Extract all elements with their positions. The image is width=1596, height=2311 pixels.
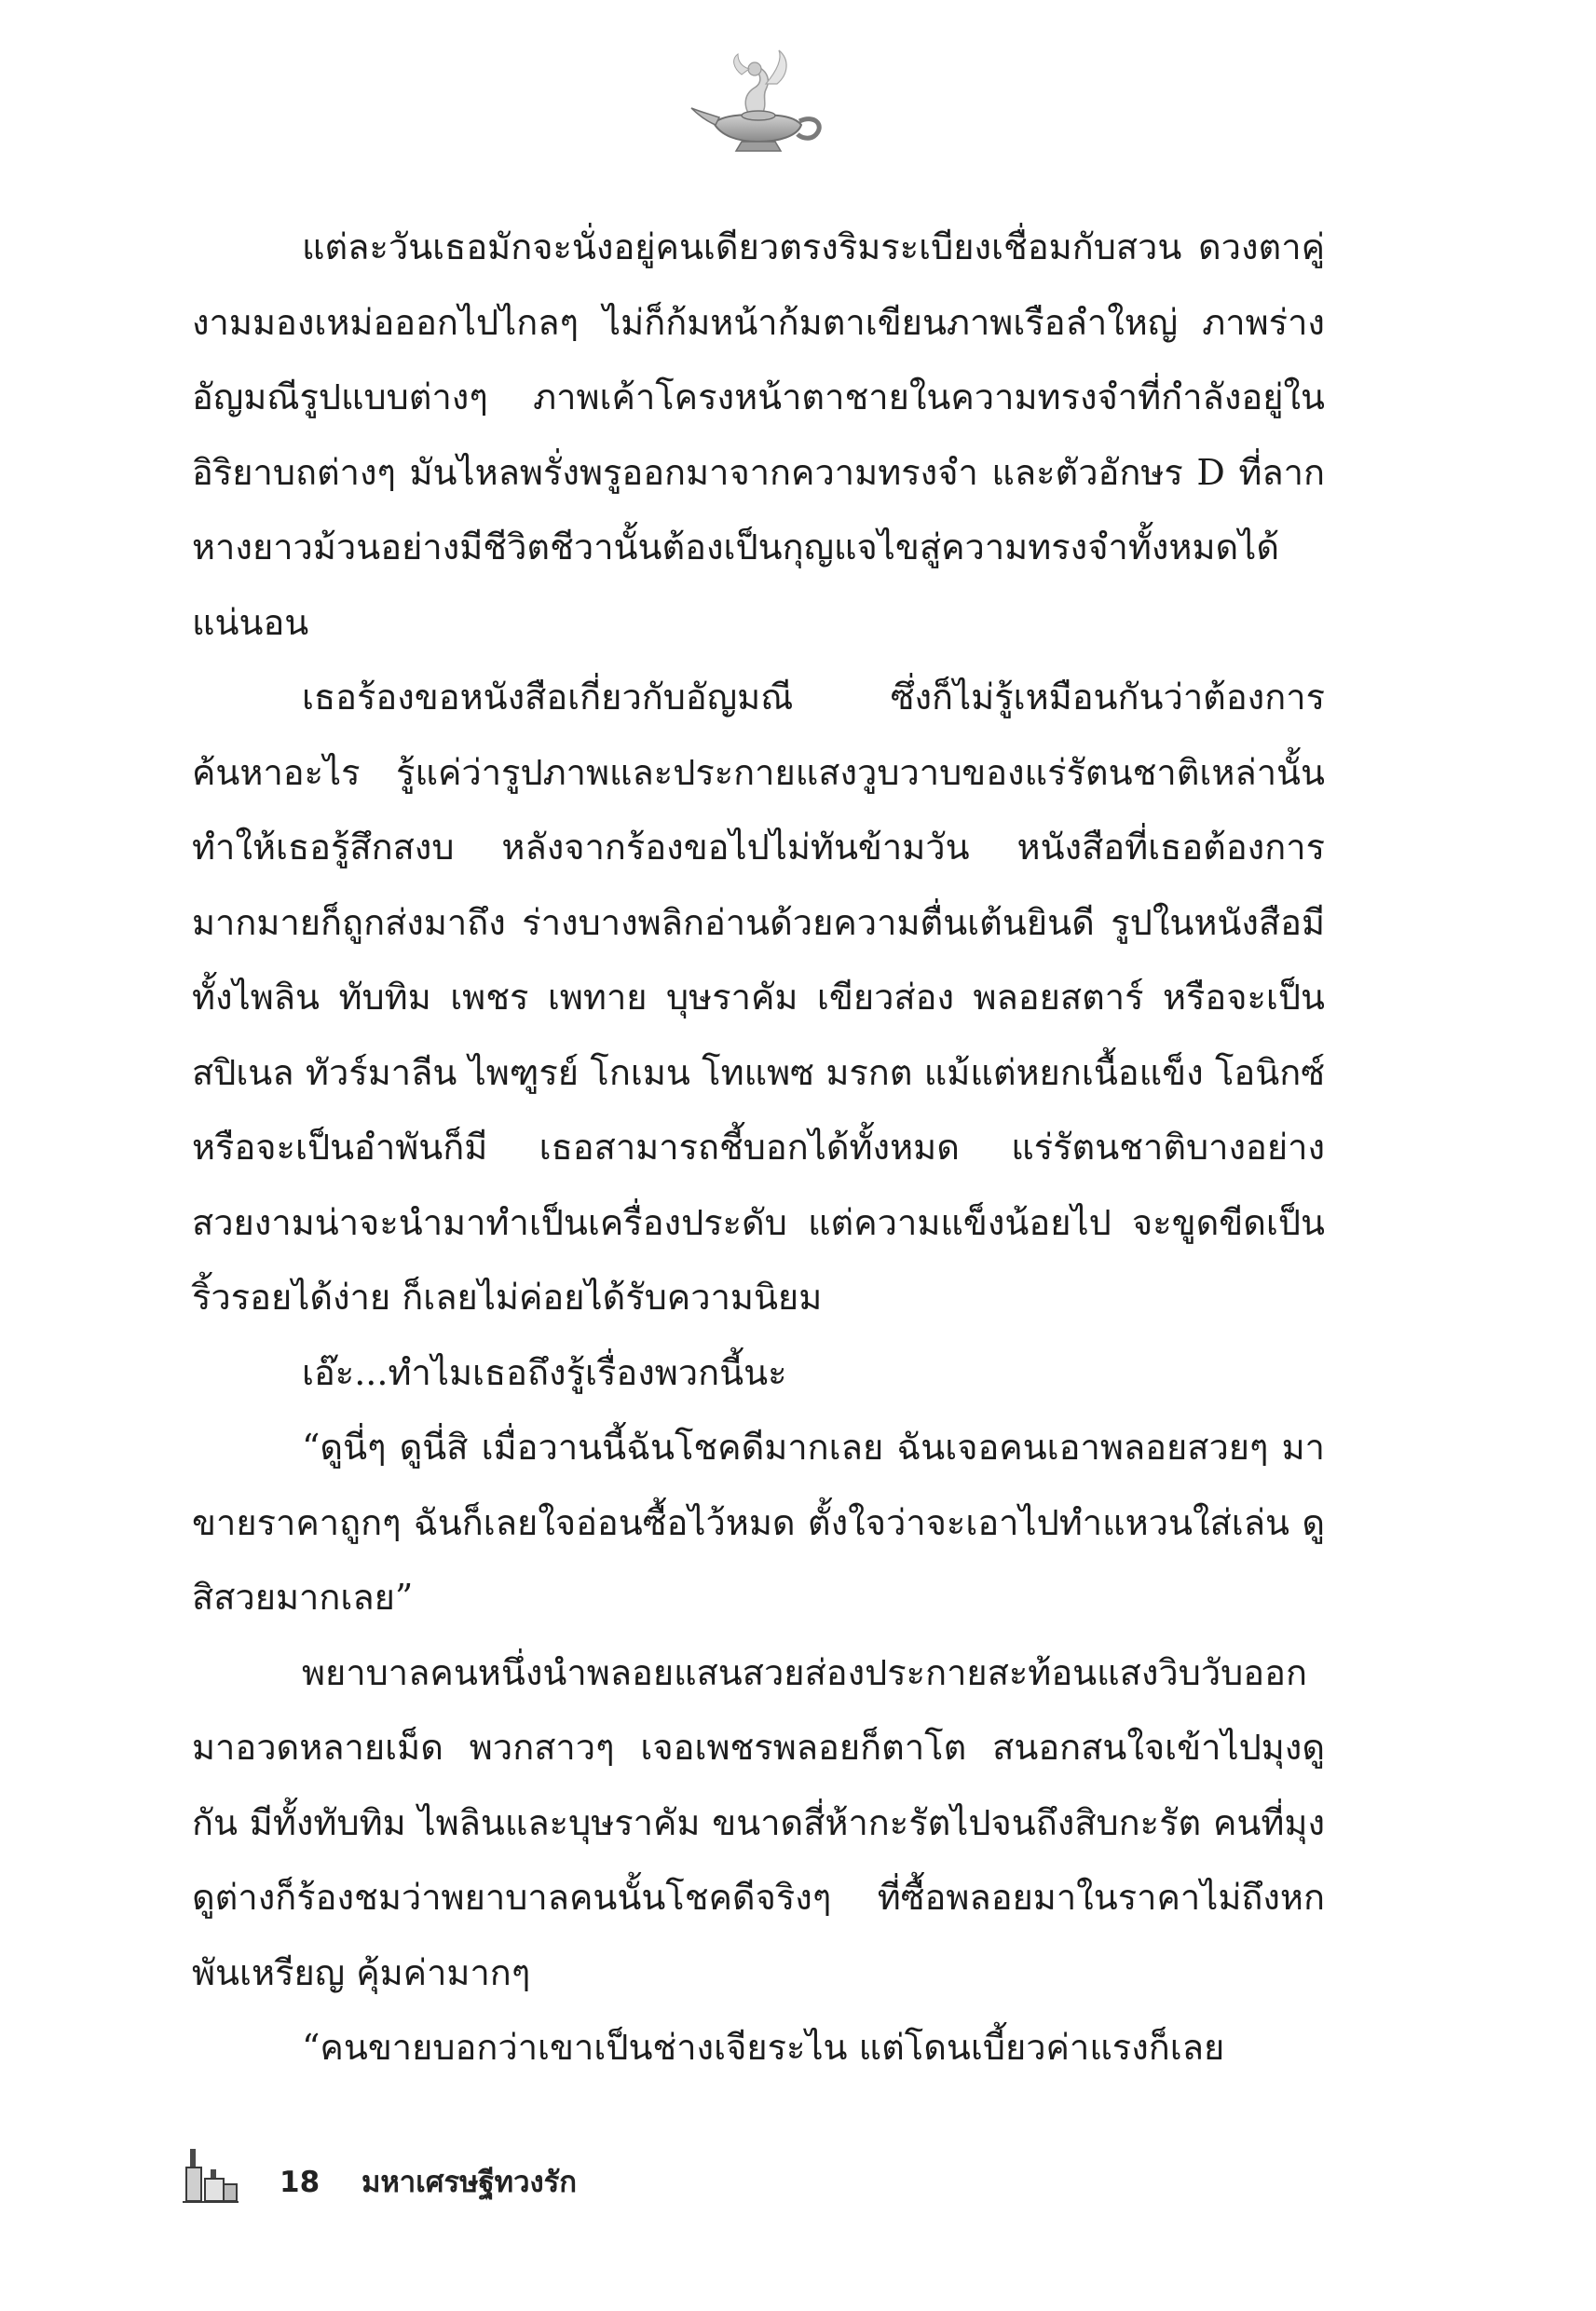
book-title: มหาเศรษฐีทวงรัก	[361, 2166, 578, 2199]
page-number: 18	[280, 2166, 321, 2199]
page-footer	[183, 2149, 1021, 2205]
paragraph: “คนขายบอกว่าเขาเป็นช่างเจียระไน แต่โดนเบี้ยวค่าแรงก็เลย	[302, 2027, 1225, 2068]
perfume-bottles-icon	[183, 2149, 239, 2205]
paragraph: เธอร้องขอหนังสือเกี่ยวกับอัญมณี ซึ่งก็ไม่รู้เหมือนกันว่าต้องการค้นหาอะไร รู้แค่ว่ารูปภาพและประกายแสงวูบวาบของแร่รัตนชาติเหล่านั้นทำให้เธอรู้สึกสงบ หลังจากร้องขอไปไม่ทันข้ามวัน หนังสือที่เธอต้องการมากมายก็ถูกส่งมาถึง ร่างบางพลิกอ่านด้วยความตื่นเต้นยินดี รูปในหนังสือมีทั้งไพลิน ทับทิม เพชร เพทาย บุษราคัม เขียวส่อง พลอยสตาร์ หรือจะเป็นสปิเนล ทัวร์มาลีน ไพฑูรย์ โกเมน โทแพซ มรกต แม้แต่หยกเนื้อแข็ง โอนิกซ์ หรือจะเป็นอำพันก็มี เธอสามารถชี้บอกได้ทั้งหมด แร่รัตนชาติบางอย่างสวยงามน่าจะนำมาทำเป็นเครื่องประดับ แต่ความแข็งน้อยไป จะขูดขีดเป็นริ้วรอยได้ง่าย ก็เลยไม่ค่อยได้รับความนิยม	[192, 677, 1325, 1318]
paragraph: พยาบาลคนหนึ่งนำพลอยแสนสวยส่องประกายสะท้อนแสงวิบวับออกมาอวดหลายเม็ด พวกสาวๆ เจอเพชรพลอยก็ตาโต สนอกสนใจเข้าไปมุงดูกัน มีทั้งทับทิม ไพลินและบุษราคัม ขนาดสี่ห้ากะรัตไปจนถึงสิบกะรัต คนที่มุงดูต่างก็ร้องชมว่าพยาบาลคนนั้นโชคดีจริงๆ ที่ซื้อพลอยมาในราคาไม่ถึงหกพันเหรียญ คุ้มค่ามากๆ	[192, 1651, 1325, 1993]
body-text	[192, 210, 1325, 2085]
genie-lamp-icon	[686, 47, 835, 158]
paragraph: เอ๊ะ...ทำไมเธอถึงรู้เรื่องพวกนี้นะ	[302, 1351, 787, 1393]
footer-text	[280, 2158, 577, 2205]
paragraph: “ดูนี่ๆ ดูนี่สิ เมื่อวานนี้ฉันโชคดีมากเลย ฉันเจอคนเอาพลอยสวยๆ มาขายราคาถูกๆ ฉันก็เลยใจอ่อนซื้อไว้หมด ตั้งใจว่าจะเอาไปทำแหวนใส่เล่น ดูสิสวยมากเลย”	[192, 1427, 1325, 1618]
paragraph: แต่ละวันเธอมักจะนั่งอยู่คนเดียวตรงริมระเบียงเชื่อมกับสวน ดวงตาคู่งามมองเหม่อออกไปไกลๆ ไม่ก็ก้มหน้าก้มตาเขียนภาพเรือลำใหญ่ ภาพร่างอัญมณีรูปแบบต่างๆ ภาพเค้าโครงหน้าตาชายในความทรงจำที่กำลังอยู่ในอิริยาบถต่างๆ มันไหลพรั่งพรูออกมาจากความทรงจำ และตัวอักษร D ที่ลากหางยาวม้วนอย่างมีชีวิตชีวานั้นต้องเป็นกุญแจไขสู่ความทรงจำทั้งหมดได้แน่นอน	[192, 226, 1325, 643]
